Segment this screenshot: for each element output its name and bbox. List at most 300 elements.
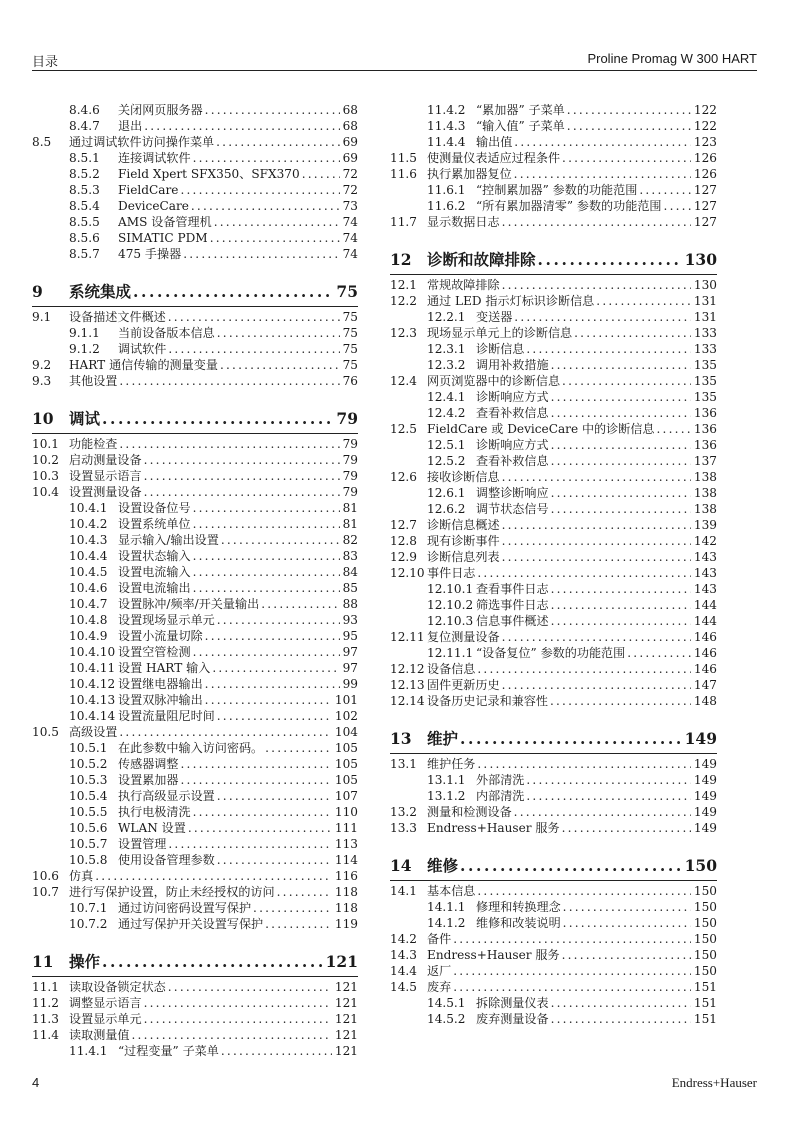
- toc-entry-number: 8.5.5: [69, 215, 100, 229]
- toc-entry[interactable]: [390, 533, 717, 549]
- toc-entry-number: 10.5.3: [69, 773, 108, 787]
- dot-leader: [193, 548, 340, 564]
- toc-entry-page: 107: [334, 789, 358, 803]
- chapter-rule: [32, 976, 358, 977]
- dot-leader: [514, 166, 691, 182]
- toc-entry-number: 10.5.2: [69, 757, 108, 771]
- toc-entry[interactable]: [32, 979, 358, 995]
- toc-entry[interactable]: [32, 198, 358, 214]
- toc-chapter-entry[interactable]: [32, 950, 358, 974]
- toc-entry[interactable]: [32, 341, 358, 357]
- toc-entry-title: 设备描述文件概述: [69, 310, 166, 324]
- toc-entry-title: 诊断信息概述: [427, 518, 500, 532]
- toc-entry-title: AMS 设备管理机: [118, 215, 212, 229]
- toc-entry-number: 12.6: [390, 470, 417, 484]
- dot-leader: [180, 772, 331, 788]
- toc-entry-title: 筛选事件日志: [476, 598, 549, 612]
- toc-entry-title: 基本信息: [427, 884, 476, 898]
- toc-entry-page: 121: [334, 980, 358, 994]
- toc-entry[interactable]: [32, 500, 358, 516]
- toc-entry-page: 135: [693, 374, 717, 388]
- toc-entry-number: 10.1: [32, 437, 59, 451]
- dot-leader: [551, 613, 691, 629]
- toc-entry[interactable]: [390, 581, 717, 597]
- toc-entry[interactable]: [32, 836, 358, 852]
- toc-entry[interactable]: [390, 118, 717, 134]
- toc-entry-title: Endress+Hauser 服务: [427, 948, 560, 962]
- dot-leader: [551, 1011, 691, 1027]
- toc-entry-title: DeviceCare: [118, 199, 189, 213]
- toc-entry-title: “设备复位” 参数的功能范围: [476, 646, 626, 660]
- toc-entry-page: 79: [342, 469, 358, 483]
- toc-entry[interactable]: [390, 597, 717, 613]
- toc-entry[interactable]: [390, 645, 717, 661]
- toc-entry[interactable]: [32, 246, 358, 262]
- toc-entry[interactable]: [32, 548, 358, 564]
- dot-leader: [119, 373, 339, 389]
- toc-entry-page: 131: [693, 294, 717, 308]
- toc-entry-page: 149: [693, 757, 717, 771]
- dot-leader: [502, 549, 691, 565]
- toc-entry[interactable]: [32, 628, 358, 644]
- toc-entry-title: 维修: [427, 856, 459, 875]
- toc-entry[interactable]: [32, 644, 358, 660]
- header-rule: [32, 70, 757, 71]
- toc-entry-page: 105: [334, 741, 358, 755]
- toc-entry-number: 12.5.1: [427, 438, 466, 452]
- toc-entry[interactable]: [390, 677, 717, 693]
- dot-leader: [657, 421, 691, 437]
- dot-leader: [550, 693, 691, 709]
- toc-entry[interactable]: [390, 899, 717, 915]
- toc-entry[interactable]: [32, 468, 358, 484]
- toc-entry-title: 维修和改装说明: [476, 916, 561, 930]
- toc-entry[interactable]: [390, 963, 717, 979]
- toc-entry[interactable]: [390, 629, 717, 645]
- toc-entry-title: “控制累加器” 参数的功能范围: [476, 183, 638, 197]
- toc-entry-page: 102: [334, 709, 358, 723]
- toc-entry-number: 11.4.3: [427, 119, 466, 133]
- toc-entry-title: 退出: [118, 119, 143, 133]
- toc-entry[interactable]: [390, 549, 717, 565]
- chapter-rule: [390, 753, 717, 754]
- toc-entry-title: 设备信息: [427, 662, 476, 676]
- toc-chapter-entry[interactable]: [32, 407, 358, 431]
- toc-entry-title: 常规故障排除: [427, 278, 500, 292]
- toc-entry-page: 105: [334, 757, 358, 771]
- toc-entry[interactable]: [32, 1011, 358, 1027]
- toc-entry-title: 设置状态输入: [118, 549, 191, 563]
- toc-entry-number: 10.5.7: [69, 837, 108, 851]
- toc-entry[interactable]: [390, 102, 717, 118]
- toc-entry-title: 设置显示单元: [69, 1012, 142, 1026]
- toc-entry-title: 475 手操器: [118, 247, 182, 261]
- toc-entry[interactable]: [32, 532, 358, 548]
- dot-leader: [526, 341, 691, 357]
- dot-leader: [477, 661, 691, 677]
- toc-entry[interactable]: [32, 357, 358, 373]
- toc-entry-page: 150: [693, 948, 717, 962]
- toc-entry-page: 137: [693, 454, 717, 468]
- toc-entry-title: 外部清洗: [476, 773, 525, 787]
- toc-entry-page: 114: [334, 853, 358, 867]
- toc-entry-page: 84: [342, 565, 358, 579]
- chapter-rule: [32, 433, 358, 434]
- toc-entry[interactable]: [32, 230, 358, 246]
- toc-entry[interactable]: [32, 580, 358, 596]
- toc-entry[interactable]: [32, 102, 358, 118]
- toc-entry-title: 拆除测量仪表: [476, 996, 549, 1010]
- toc-entry-number: 14.5.2: [427, 1012, 466, 1026]
- toc-entry[interactable]: [390, 693, 717, 709]
- toc-entry[interactable]: [390, 1011, 717, 1027]
- toc-entry-title: 设置脉冲/频率/开关量输出: [118, 597, 260, 611]
- toc-entry[interactable]: [32, 995, 358, 1011]
- toc-entry-page: 75: [342, 326, 358, 340]
- dot-leader: [502, 629, 691, 645]
- toc-entry-page: 113: [334, 837, 358, 851]
- toc-entry-number: 11.4: [32, 1028, 59, 1042]
- toc-entry-number: 11.4.1: [69, 1044, 108, 1058]
- header-section-title: 目录: [32, 55, 59, 70]
- toc-entry[interactable]: [32, 182, 358, 198]
- toc-chapter-entry[interactable]: [390, 248, 717, 272]
- toc-entry-title: 通过 LED 指示灯标识诊断信息: [427, 294, 595, 308]
- toc-entry[interactable]: [32, 820, 358, 836]
- toc-entry-number: 9.1: [32, 310, 52, 324]
- toc-entry[interactable]: [390, 820, 717, 836]
- toc-entry-number: 8.4.7: [69, 119, 100, 133]
- toc-entry[interactable]: [390, 565, 717, 581]
- footer-page-number: 4: [32, 1075, 40, 1090]
- dot-leader: [191, 198, 340, 214]
- toc-entry-number: 10.6: [32, 869, 59, 883]
- toc-entry[interactable]: [32, 596, 358, 612]
- toc-entry[interactable]: [390, 341, 717, 357]
- toc-entry-number: 12.3.2: [427, 358, 466, 372]
- dot-leader: [168, 979, 332, 995]
- toc-entry[interactable]: [390, 373, 717, 389]
- toc-entry[interactable]: [390, 883, 717, 899]
- toc-entry[interactable]: [32, 756, 358, 772]
- toc-entry-number: 11.3: [32, 1012, 59, 1026]
- toc-chapter-entry[interactable]: [390, 727, 717, 751]
- toc-entry[interactable]: [390, 485, 717, 501]
- toc-entry-page: 149: [693, 821, 717, 835]
- toc-entry[interactable]: [32, 309, 358, 325]
- toc-entry[interactable]: [390, 469, 717, 485]
- toc-entry-page: 118: [334, 901, 358, 915]
- chapter-rule: [390, 274, 717, 275]
- toc-entry-number: 9.3: [32, 374, 52, 388]
- toc-entry[interactable]: [32, 788, 358, 804]
- toc-entry-title: 设置继电器输出: [118, 677, 203, 691]
- toc-entry-page: 138: [693, 502, 717, 516]
- toc-entry-number: 12.10.3: [427, 614, 474, 628]
- toc-entry[interactable]: [390, 198, 717, 214]
- toc-entry[interactable]: [32, 325, 358, 341]
- toc-entry-number: 11.6.1: [427, 183, 466, 197]
- toc-entry[interactable]: [32, 660, 358, 676]
- toc-entry[interactable]: [390, 214, 717, 230]
- toc-entry[interactable]: [390, 357, 717, 373]
- toc-entry-page: 121: [334, 1012, 358, 1026]
- toc-entry[interactable]: [32, 373, 358, 389]
- toc-entry-page: 126: [693, 167, 717, 181]
- toc-entry-title: 修理和转换理念: [476, 900, 561, 914]
- toc-entry[interactable]: [390, 134, 717, 150]
- toc-entry-title: 调整显示语言: [69, 996, 142, 1010]
- dot-leader: [526, 772, 691, 788]
- dot-leader: [102, 950, 323, 974]
- dot-leader: [453, 931, 691, 947]
- toc-entry[interactable]: [32, 564, 358, 580]
- toc-entry-page: 122: [693, 119, 717, 133]
- toc-entry-title: 连接调试软件: [118, 151, 191, 165]
- toc-entry-title: 通过访问密码设置写保护: [118, 901, 252, 915]
- toc-entry-title: FieldCare 或 DeviceCare 中的诊断信息: [427, 422, 655, 436]
- toc-entry-title: 查看补救信息: [476, 406, 549, 420]
- toc-entry[interactable]: [32, 612, 358, 628]
- toc-entry[interactable]: [390, 325, 717, 341]
- toc-entry-page: 150: [693, 884, 717, 898]
- toc-entry[interactable]: [32, 692, 358, 708]
- toc-entry[interactable]: [390, 772, 717, 788]
- toc-entry[interactable]: [32, 150, 358, 166]
- toc-entry-number: 10.4.11: [69, 661, 116, 675]
- dot-leader: [664, 198, 691, 214]
- toc-entry[interactable]: [32, 772, 358, 788]
- dot-leader: [221, 1043, 332, 1059]
- toc-entry-number: 11.1: [32, 980, 59, 994]
- toc-entry-number: 14.5.1: [427, 996, 466, 1010]
- dot-leader: [563, 915, 691, 931]
- dot-leader: [221, 532, 340, 548]
- toc-entry-title: 设置流量阻尼时间: [118, 709, 215, 723]
- toc-entry[interactable]: [390, 166, 717, 182]
- toc-entry-title: 诊断响应方式: [476, 438, 549, 452]
- dot-leader: [526, 788, 691, 804]
- toc-entry-title: 废弃测量设备: [476, 1012, 549, 1026]
- toc-entry-number: 12.8: [390, 534, 417, 548]
- toc-entry-title: 使用设备管理参数: [118, 853, 215, 867]
- dot-leader: [217, 325, 340, 341]
- toc-entry[interactable]: [390, 995, 717, 1011]
- toc-entry[interactable]: [390, 150, 717, 166]
- toc-entry-title: 执行累加器复位: [427, 167, 512, 181]
- toc-entry[interactable]: [390, 931, 717, 947]
- toc-entry-title: HART 通信传输的测量变量: [69, 358, 218, 372]
- toc-chapter-entry[interactable]: [390, 854, 717, 878]
- toc-entry-title: 执行电极清洗: [118, 805, 191, 819]
- toc-entry-title: 内部清洗: [476, 789, 525, 803]
- toc-entry[interactable]: [390, 756, 717, 772]
- toc-entry[interactable]: [32, 118, 358, 134]
- toc-entry[interactable]: [32, 724, 358, 740]
- toc-entry[interactable]: [390, 947, 717, 963]
- toc-entry-page: 81: [342, 517, 358, 531]
- toc-entry-page: 148: [693, 694, 717, 708]
- toc-entry[interactable]: [32, 214, 358, 230]
- toc-entry[interactable]: [32, 516, 358, 532]
- toc-entry-title: 信息事件概述: [476, 614, 549, 628]
- toc-entry-title: 设置系统单位: [118, 517, 191, 531]
- toc-entry[interactable]: [390, 182, 717, 198]
- toc-entry-number: 11.2: [32, 996, 59, 1010]
- dot-leader: [144, 452, 340, 468]
- dot-leader: [265, 740, 332, 756]
- dot-leader: [302, 166, 340, 182]
- toc-entry-title: 设备历史记录和兼容性: [427, 694, 548, 708]
- toc-entry-title: 固件更新历史: [427, 678, 500, 692]
- toc-entry-number: 9.1.1: [69, 326, 100, 340]
- toc-entry-title: 诊断信息列表: [427, 550, 500, 564]
- toc-entry-page: 143: [693, 550, 717, 564]
- toc-entry-number: 12.11.1: [427, 646, 474, 660]
- toc-entry-title: 读取设备锁定状态: [69, 980, 166, 994]
- toc-entry-page: 68: [342, 119, 358, 133]
- toc-entry-number: 10.4.7: [69, 597, 108, 611]
- toc-entry-page: 111: [334, 821, 358, 835]
- toc-entry-number: 10.7.1: [69, 901, 108, 915]
- toc-entry-title: 返厂: [427, 964, 452, 978]
- toc-entry[interactable]: [32, 804, 358, 820]
- toc-entry-page: 149: [693, 773, 717, 787]
- footer-brand: Endress+Hauser: [671, 1075, 757, 1090]
- toc-entry-page: 105: [334, 773, 358, 787]
- toc-entry[interactable]: [32, 708, 358, 724]
- toc-entry-page: 127: [693, 199, 717, 213]
- toc-entry[interactable]: [32, 676, 358, 692]
- toc-entry-page: 75: [342, 342, 358, 356]
- toc-entry-page: 133: [693, 342, 717, 356]
- toc-entry-number: 12.4.1: [427, 390, 466, 404]
- toc-entry[interactable]: [390, 979, 717, 995]
- dot-leader: [551, 357, 691, 373]
- toc-entry-page: 101: [334, 693, 358, 707]
- toc-entry-number: 10.4.4: [69, 549, 108, 563]
- toc-entry-number: 10.2: [32, 453, 59, 467]
- dot-leader: [193, 500, 340, 516]
- toc-entry-title: 高级设置: [69, 725, 118, 739]
- toc-entry[interactable]: [32, 900, 358, 916]
- toc-entry-title: 启动测量设备: [69, 453, 142, 467]
- toc-entry[interactable]: [390, 309, 717, 325]
- toc-chapter-entry[interactable]: [32, 280, 358, 304]
- toc-entry-page: 79: [342, 485, 358, 499]
- toc-entry-number: 8.5.2: [69, 167, 100, 181]
- toc-entry[interactable]: [32, 740, 358, 756]
- toc-entry[interactable]: [32, 166, 358, 182]
- toc-entry-number: 10.4.5: [69, 565, 108, 579]
- toc-entry[interactable]: [32, 868, 358, 884]
- toc-entry-number: 10.4.13: [69, 693, 116, 707]
- toc-entry[interactable]: [390, 293, 717, 309]
- toc-entry[interactable]: [390, 389, 717, 405]
- dot-leader: [217, 852, 332, 868]
- dot-leader: [95, 868, 332, 884]
- toc-entry-page: 110: [334, 805, 358, 819]
- toc-entry[interactable]: [390, 804, 717, 820]
- toc-entry[interactable]: [32, 1043, 358, 1059]
- dot-leader: [119, 724, 332, 740]
- chapter-rule: [390, 880, 717, 881]
- dot-leader: [144, 118, 339, 134]
- dot-leader: [514, 134, 691, 150]
- toc-entry[interactable]: [390, 453, 717, 469]
- toc-entry[interactable]: [390, 437, 717, 453]
- dot-leader: [502, 469, 691, 485]
- dot-leader: [502, 533, 691, 549]
- toc-entry-number: 11.5: [390, 151, 417, 165]
- toc-entry-page: 131: [693, 310, 717, 324]
- toc-entry[interactable]: [32, 134, 358, 150]
- toc-entry-page: 136: [693, 438, 717, 452]
- toc-entry-number: 8.5.3: [69, 183, 100, 197]
- toc-entry[interactable]: [390, 405, 717, 421]
- toc-entry[interactable]: [390, 661, 717, 677]
- toc-entry[interactable]: [32, 884, 358, 900]
- toc-entry-page: 79: [342, 453, 358, 467]
- toc-entry-title: 现有诊断事件: [427, 534, 500, 548]
- toc-entry-number: 12.2: [390, 294, 417, 308]
- toc-entry-page: 151: [693, 1012, 717, 1026]
- toc-entry[interactable]: [390, 915, 717, 931]
- toc-entry-title: 事件日志: [427, 566, 476, 580]
- dot-leader: [220, 357, 340, 373]
- toc-entry-number: 10.4.2: [69, 517, 108, 531]
- toc-entry-title: 维护: [427, 729, 459, 748]
- toc-entry[interactable]: [390, 277, 717, 293]
- toc-entry[interactable]: [32, 452, 358, 468]
- toc-entry[interactable]: [390, 788, 717, 804]
- toc-entry-number: 10.5.1: [69, 741, 108, 755]
- dot-leader: [562, 820, 691, 836]
- toc-entry[interactable]: [390, 613, 717, 629]
- toc-entry[interactable]: [390, 421, 717, 437]
- toc-entry-title: 系统集成: [69, 282, 132, 301]
- toc-entry-number: 12.3: [390, 326, 417, 340]
- toc-entry-page: 150: [693, 964, 717, 978]
- toc-entry[interactable]: [390, 501, 717, 517]
- toc-entry[interactable]: [32, 916, 358, 932]
- dot-leader: [514, 309, 691, 325]
- toc-entry-title: 网页浏览器中的诊断信息: [427, 374, 561, 388]
- dot-leader: [551, 389, 691, 405]
- toc-entry[interactable]: [32, 1027, 358, 1043]
- toc-entry[interactable]: [390, 517, 717, 533]
- toc-entry-page: 143: [693, 566, 717, 580]
- toc-entry-title: “输入值” 子菜单: [476, 119, 565, 133]
- toc-entry-page: 74: [342, 231, 358, 245]
- toc-entry-number: 12.14: [390, 694, 425, 708]
- dot-leader: [551, 485, 691, 501]
- toc-entry-page: 122: [693, 103, 717, 117]
- toc-entry-page: 146: [693, 662, 717, 676]
- dot-leader: [144, 1011, 332, 1027]
- dot-leader: [639, 182, 691, 198]
- toc-entry[interactable]: [32, 484, 358, 500]
- toc-entry-title: 设置管理: [118, 837, 167, 851]
- toc-entry[interactable]: [32, 852, 358, 868]
- dot-leader: [119, 436, 339, 452]
- toc-entry[interactable]: [32, 436, 358, 452]
- toc-entry-page: 72: [342, 167, 358, 181]
- toc-entry-number: 12.11: [390, 630, 425, 644]
- dot-leader: [180, 756, 331, 772]
- dot-leader: [627, 645, 691, 661]
- toc-entry-number: 10.5.6: [69, 821, 108, 835]
